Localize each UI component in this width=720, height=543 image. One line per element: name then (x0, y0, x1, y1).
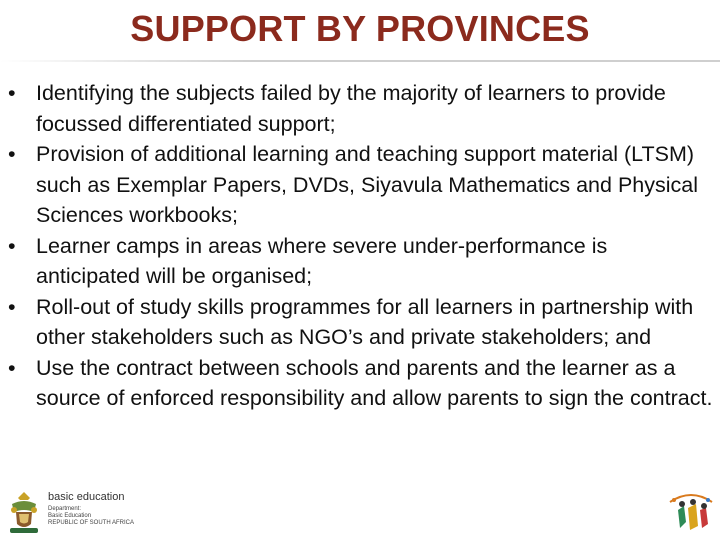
bullet-text: Use the contract between schools and parents and the learner as a source of enforced responsibility and allow parents to sign the contract. (36, 355, 713, 410)
anniversary-badge (664, 482, 718, 538)
bullet-list (8, 78, 714, 414)
bullet-text: Identifying the subjects failed by the majority of learners to provide focussed differentiated support; (36, 81, 666, 136)
logo-line-2: Basic Education (48, 513, 92, 519)
bullet-text: Provision of additional learning and teaching support material (LTSM) such as Exemplar Papers, DVDs, Siyavula Mathematics and Physical Sciences workbooks; (36, 142, 698, 227)
bullet-text: Roll-out of study skills programmes for all learners in partnership with other stakeholders such as NGO’s and private stakeholders; and (36, 294, 694, 349)
bullet-marker: • (8, 142, 16, 166)
anniversary-badge-icon (664, 482, 718, 538)
bullet-marker: • (8, 81, 16, 105)
bullet-item (8, 353, 714, 414)
title-divider (0, 60, 720, 62)
bullet-item (8, 231, 714, 292)
bullet-item (8, 139, 714, 231)
logo-line-1: Department: (48, 506, 82, 512)
logo-name: basic education (48, 491, 125, 503)
slide-title: SUPPORT BY PROVINCES (130, 8, 590, 49)
bullet-text: Learner camps in areas where severe under-performance is anticipated will be organised; (36, 233, 608, 288)
bullet-item (8, 292, 714, 353)
bullet-marker: • (8, 294, 16, 319)
coat-of-arms-icon (4, 490, 44, 536)
title-bar (0, 0, 720, 62)
bullet-marker: • (8, 233, 16, 258)
department-logo (4, 488, 164, 538)
bullet-marker: • (8, 355, 16, 380)
logo-line-3: REPUBLIC OF SOUTH AFRICA (48, 520, 135, 526)
logo-subtitle (48, 506, 134, 527)
bullet-item (8, 78, 714, 139)
